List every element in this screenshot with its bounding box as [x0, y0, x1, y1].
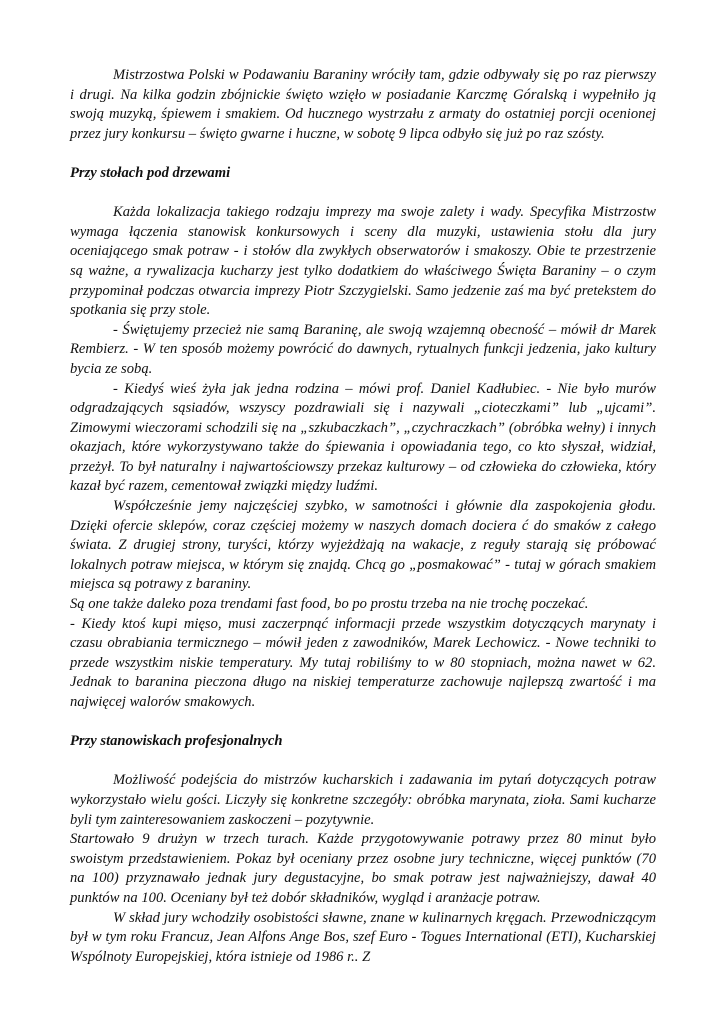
- paragraph: Każda lokalizacja takiego rodzaju imprezy ma swoje zalety i wady. Specyfika Mistrzostw wymaga łączenia stanowisk konkursowych i sceny dla muzyki, ustawienia stołu dla jury oceniającego smak potraw - i stołów dla zwykłych obserwatorów i smakoszy. Obie te przestrzenie są ważne, a rywalizacja kucharzy jest tylko dodatkiem do właściwego Święta Baraniny – o czym przypominał podczas otwarcia imprezy Piotr Szczygielski. Samo jedzenie zaś ma być pretekstem do spotkania się przy stole.: [70, 204, 656, 319]
- spacer: [70, 713, 656, 733]
- paragraph: Możliwość podejścia do mistrzów kucharskich i zadawania im pytań dotyczących potraw wykorzystało wielu gości. Liczyły się konkretne szczegóły: obróbka marynata, zioła. Sami kucharze byli tym zainteresowaniem zaskoczeni – pozytywnie.: [70, 772, 656, 828]
- quote-paragraph: - Świętujemy przecież nie samą Baraninę, ale swoją wzajemną obecność – mówił dr Marek Rembierz. - W ten sposób możemy powrócić do dawnych, rytualnych funkcji jedzenia, jako kultury bycia ze sobą.: [70, 321, 656, 377]
- quote-paragraph: - Kiedy ktoś kupi mięso, musi zaczerpnąć informacji przede wszystkim dotyczących marynaty i czasu obrabiania termicznego – mówił jeden z zawodników, Marek Lechowicz. - Nowe techniki to przede wszystkim niskie temperatury. My tutaj robiliśmy to w 80 stopniach, można nawet w 62. Jednak to baranina pieczona długo na niskiej temperaturze zachowuje najlepszą zwartość i ma najwięcej walorów smakowych.: [70, 615, 656, 710]
- paragraph: Startowało 9 drużyn w trzech turach. Każde przygotowywanie potrawy przez 80 minut było swoistym przedstawieniem. Pokaz był oceniany przez osobne jury techniczne, więcej punktów (70 na 100) przyznawało jednak jury degustacyjne, bo smak potraw jest najważniejszy, dawał 40 punktów na 100. Oceniany był też dobór składników, wygląd i aranżacje potraw.: [70, 831, 656, 906]
- section-heading-tables: Przy stołach pod drzewami: [70, 164, 231, 181]
- paragraph: Współcześnie jemy najczęściej szybko, w samotności i głównie dla zaspokojenia głodu. Dzięki ofercie sklepów, coraz częściej możemy w naszych domach dociera ć do smaków z całego świata. Z drugiej strony, turyści, którzy wyjeżdżają na wakacje, z reguły starają się próbować lokalnych potraw miejsca, w którym się znajdą. Chcą go „posmakować” - tutaj w górach smakiem miejsca są potrawy z baraniny.: [70, 498, 656, 593]
- document-page: [70, 66, 656, 967]
- intro-paragraph: Mistrzostwa Polski w Podawaniu Baraniny wróciły tam, gdzie odbywały się po raz pierwszy i drugi. Na kilka godzin zbójnickie święto wzięło w posiadanie Karczmę Góralską i wypełniło ją swoją muzyką, śpiewem i smakiem. Od hucznego wystrzału z armaty do ostatniej porcji ocenionej przez jury konkursu – święto gwarne i huczne, w sobotę 9 lipca odbyło się już po raz szósty.: [70, 67, 656, 142]
- spacer: [70, 144, 656, 164]
- section-heading-professional: Przy stanowiskach profesjonalnych: [70, 733, 283, 750]
- paragraph: Są one także daleko poza trendami fast food, bo po prostu trzeba na nie trochę poczekać.: [70, 596, 589, 613]
- spacer: [70, 752, 656, 772]
- spacer: [70, 184, 656, 204]
- paragraph: W skład jury wchodziły osobistości sławne, znane w kulinarnych kręgach. Przewodniczącym był w tym roku Francuz, Jean Alfons Ange Bos, szef Euro - Togues International (ETI), Kucharskiej Wspólnoty Europejskiej, która istnieje od 1986 r.. Z: [70, 909, 656, 965]
- quote-paragraph: - Kiedyś wieś żyła jak jedna rodzina – mówi prof. Daniel Kadłubiec. - Nie było murów odgradzających sąsiadów, wszyscy pozdrawiali się i nazywali „cioteczkami” lub „ujcami”. Zimowymi wieczorami schodzili się na „szkubaczkach”, „czychraczkach” (obróbka wełny) i innych okazjach, które wykorzystywano także do śpiewania i opowiadania tego, co kto słyszał, widział, przeżył. To był naturalny i najwartościowszy przekaz kulturowy – od człowieka do człowieka, który kazał być razem, cementował związki między ludźmi.: [70, 380, 656, 495]
